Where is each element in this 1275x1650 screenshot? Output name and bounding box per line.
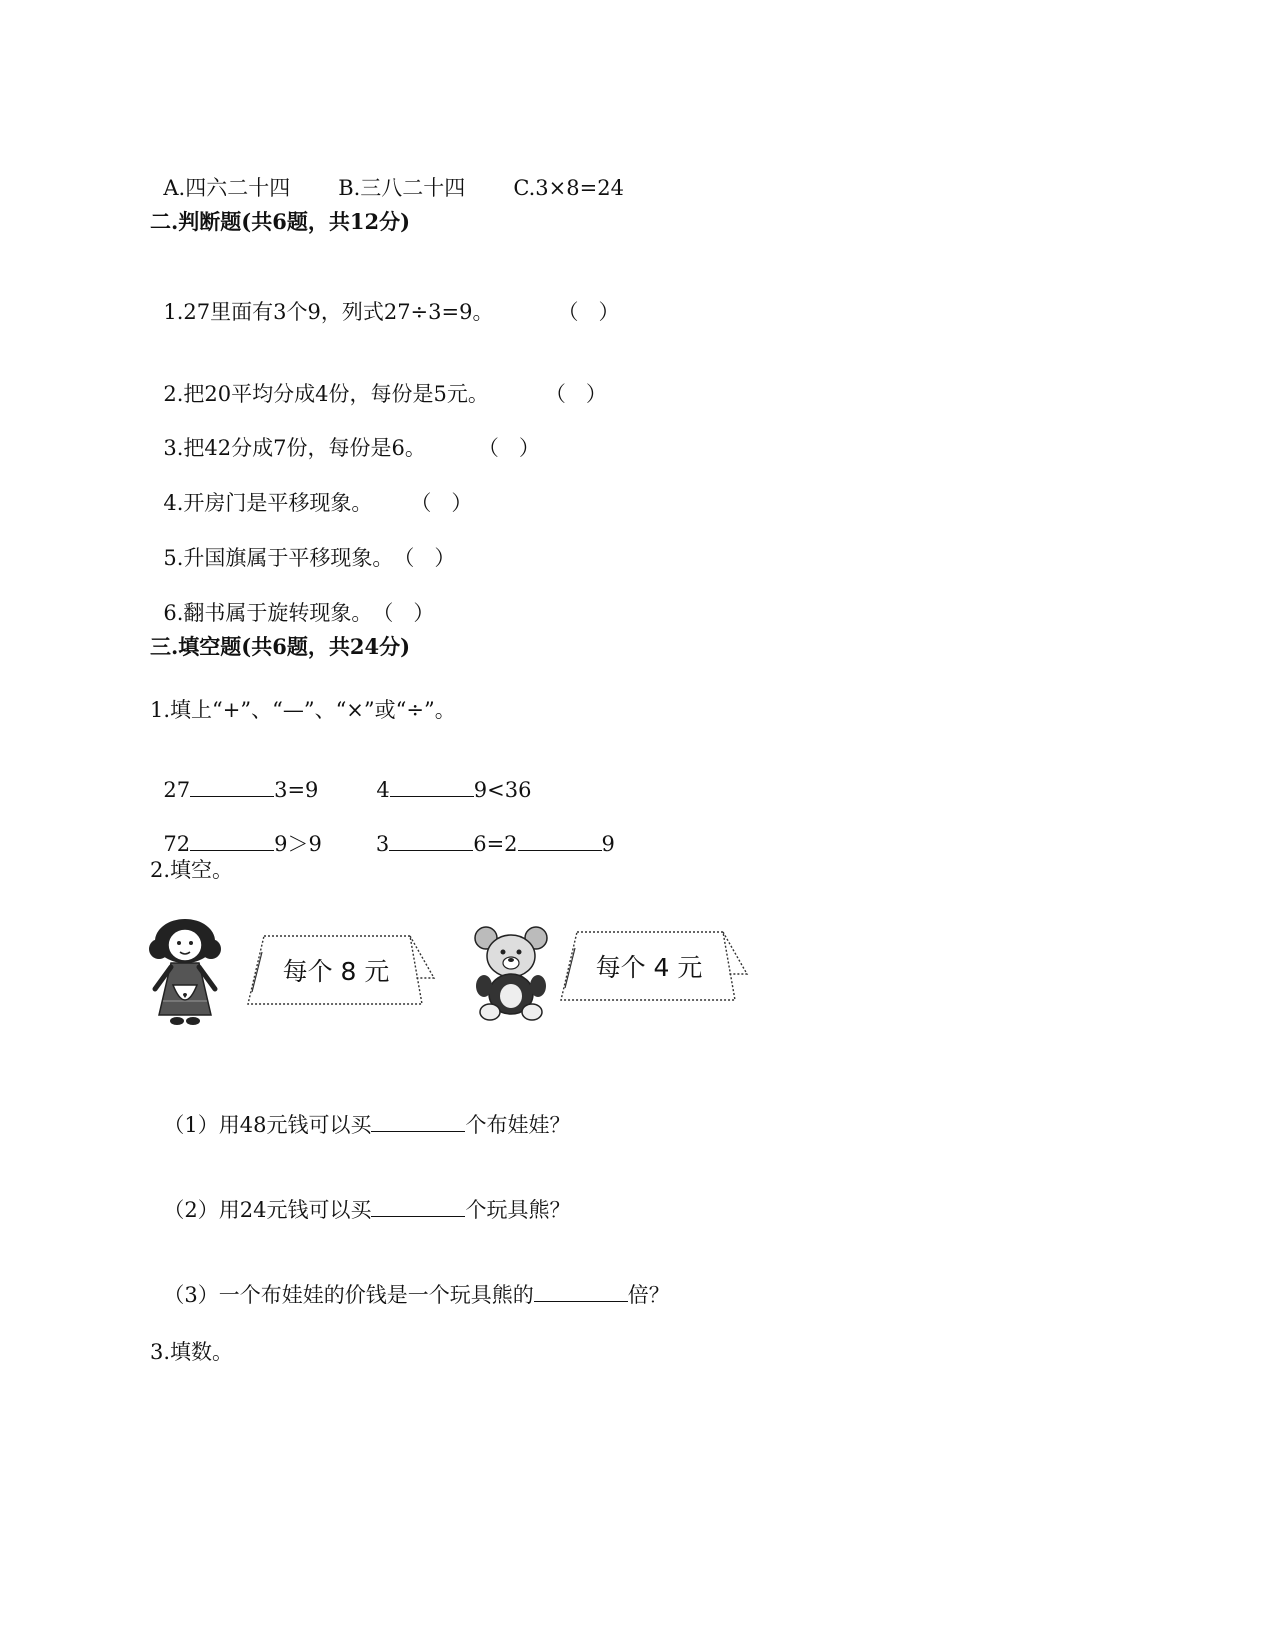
q2-sub1: （1）用48元钱可以买 个布娃娃？ (163, 1113, 571, 1137)
q1-title: 1.填上“+”、“—”、“×”或“÷”。 (150, 698, 456, 722)
q2-sub3: （3）一个布娃娃的价钱是一个玩具熊的 倍？ (163, 1283, 670, 1307)
judge-item (150, 461, 472, 517)
answer-paren[interactable]: （ ） (557, 300, 620, 324)
doll-illustration (145, 915, 225, 1027)
choices-row (150, 146, 624, 202)
judge-item-text: 5.升国旗属于平移现象。 (163, 546, 394, 570)
q2-title: 2.填空。 (150, 858, 234, 882)
answer-paren[interactable]: （ ） (410, 491, 473, 515)
fill-blank[interactable] (534, 1281, 628, 1302)
choice-c: C.3×8=24 (513, 176, 624, 200)
price-sign-doll (244, 932, 439, 1010)
judge-item (150, 352, 607, 408)
answer-paren[interactable]: （ ） (544, 382, 607, 406)
fill-blank[interactable] (371, 1111, 465, 1132)
judge-item (150, 270, 620, 326)
fill-blank[interactable] (190, 830, 274, 851)
fill-blank[interactable] (389, 830, 473, 851)
q1-row1: 27 3=9 4 9<36 (163, 778, 532, 802)
answer-paren[interactable]: （ ） (393, 546, 456, 570)
price-label-4: 每个 4 元 (595, 953, 703, 982)
judge-item-text: 4.开房门是平移现象。 (163, 491, 373, 515)
fill-blank[interactable] (371, 1196, 465, 1217)
q3-title: 3.填数。 (150, 1340, 234, 1364)
section3-heading: 三.填空题(共6题，共24分) (150, 634, 411, 659)
price-sign-bear (557, 928, 752, 1006)
judge-item (150, 406, 540, 462)
section2-heading: 二.判断题(共6题，共12分) (150, 209, 411, 234)
price-label-8: 每个 8 元 (282, 957, 390, 986)
judge-item-text: 6.翻书属于旋转现象。 (163, 601, 373, 625)
choice-a: A.四六二十四 (163, 176, 291, 200)
q2-sub2: （2）用24元钱可以买 个玩具熊？ (163, 1198, 571, 1222)
teddy-bear-illustration (472, 922, 550, 1022)
judge-item-text: 3.把42分成7份，每份是6。 (163, 436, 426, 460)
fill-blank[interactable] (190, 776, 274, 797)
judge-item-text: 2.把20平均分成4份，每份是5元。 (163, 382, 489, 406)
q1-row2: 72 9＞9 3 6=2 9 (163, 832, 615, 856)
judge-item (150, 516, 455, 572)
fill-blank[interactable] (518, 830, 602, 851)
answer-paren[interactable]: （ ） (477, 436, 540, 460)
judge-item (150, 571, 434, 627)
judge-item-text: 1.27里面有3个9，列式27÷3=9。 (163, 300, 494, 324)
answer-paren[interactable]: （ ） (372, 601, 435, 625)
choice-b: B.三八二十四 (338, 176, 466, 200)
fill-blank[interactable] (390, 776, 474, 797)
